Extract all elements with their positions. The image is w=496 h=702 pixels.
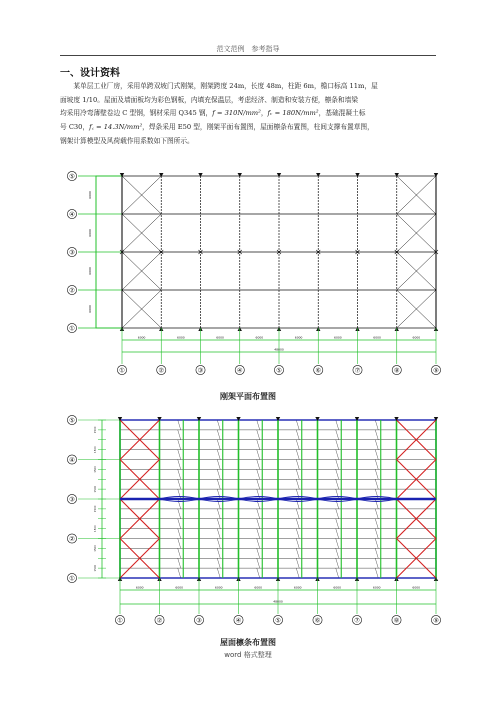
tie-bar-line [296,529,299,539]
tie-bar-line [296,499,299,509]
tie-bar-line [296,558,299,568]
para-line-3a: 均采用冷弯薄壁卷边 C 型钢，钢材采用 Q345 钢， [60,109,213,118]
col-dim-label: 6000 [372,585,381,590]
row-axis-bubble: ③ [69,248,75,257]
tie-bar-line [375,460,378,470]
col-dim-label: 6000 [412,585,421,590]
purlin-plan-caption: 屋面檩条布置图 [220,638,276,647]
tie-bar-line [296,440,299,450]
tie-bar-line [217,460,220,470]
tie-bar-line [217,509,220,519]
tie-bar-line [375,469,378,479]
col-axis-bubble: ⑨ [433,366,439,375]
tie-bar-line [375,519,378,529]
col-dim-label: 6000 [214,585,223,590]
tie-bar-line [375,548,378,558]
col-axis-bubble: ② [158,366,165,375]
col-dim-label: 6000 [373,335,381,340]
tie-bar-line [217,558,220,568]
col-axis-bubble: ④ [236,366,243,375]
tie-bar-line [336,440,339,450]
tie-bar-line [375,558,378,568]
tie-bar-line [217,568,220,578]
row-dim-label: 1500 [94,426,97,434]
tie-bar-line [296,460,299,470]
col-axis-bubble: ⑧ [393,616,400,625]
formula-f: f = 310N/mm² [212,109,261,118]
tie-bar-line [178,420,181,430]
para-sep: ， [260,109,268,118]
row-axis-bubble: ② [69,534,75,543]
tie-bar-line [217,469,220,479]
col-dim-label: 6000 [294,335,303,340]
col-axis-bubble: ⑨ [433,616,439,625]
tie-bar-line [336,430,339,440]
tie-bar-line [375,529,378,539]
tie-bar-line [336,548,339,558]
tie-bar-line [375,450,378,460]
para-line-5: 钢架计算模型及风荷载作用系数如下图所示。 [60,136,194,145]
row-axis-bubble: ⑤ [69,416,75,425]
tie-bar-line [178,509,181,519]
tie-bar-line [375,499,378,509]
col-axis-bubble: ⑤ [275,616,281,625]
tie-bar-line [217,420,220,430]
section-title: 一、设计资料 [60,68,120,79]
col-axis-bubble: ④ [235,616,242,625]
tie-bar-line [217,499,220,509]
tie-bar-line [296,479,299,489]
col-dim-label: 6000 [175,585,184,590]
col-axis-bubble: ⑧ [393,366,400,375]
row-dim-label: 1500 [94,545,97,552]
tie-bar-line [178,499,181,509]
row-axis-bubble: ④ [69,210,75,219]
tie-bar-line [375,489,378,499]
tie-bar-line [257,460,260,470]
tie-bar-line [217,529,220,539]
tie-bar-line [336,499,339,509]
row-axis-bubble: ② [69,286,75,295]
page-header: 范文范例 参考指导 [216,45,280,53]
row-dim-label: 1500 [94,505,97,513]
tie-bar-line [336,460,339,470]
para-line-2: 面坡度 1/10。屋面及墙面板均为彩色钢板，内填充保温层，考虑经济、制造和安装方便，檩条和墙梁 [60,95,359,104]
row-axis-bubble: ① [69,324,75,333]
tie-bar-line [296,469,299,479]
design-data-paragraph [60,80,436,149]
para-line-3b: ，基础混凝土标 [318,109,366,118]
tie-bar-line [178,479,181,489]
total-dim-label: 48000 [274,347,284,352]
total-dim-label: 48000 [273,599,283,604]
tie-bar-line [217,489,220,499]
row-dim-label: 6000 [88,305,92,313]
tie-bar-line [178,519,181,529]
header-rule [60,55,436,56]
para-line-4b: ，焊条采用 E50 型，刚架平面布置图，屋面檩条布置图，柱间支撑布置草图， [142,123,374,132]
tie-bar-line [257,558,260,568]
tie-bar-line [336,479,339,489]
tie-bar-line [178,440,181,450]
tie-bar-line [336,420,339,430]
tie-bar-line [296,539,299,549]
row-dim-label: 6000 [88,267,92,275]
tie-bar-line [178,529,181,539]
tie-bar-line [375,568,378,578]
tie-bar-line [217,519,220,529]
tie-bar-line [217,479,220,489]
tie-bar-line [257,539,260,549]
tie-bar-line [336,450,339,460]
row-dim-label: 6000 [88,229,92,237]
col-axis-bubble: ⑥ [315,366,322,375]
tie-bar-line [296,548,299,558]
col-axis-bubble: ① [117,616,123,625]
tie-bar-line [257,430,260,440]
row-dim-label: 6000 [88,191,92,199]
col-dim-label: 6000 [177,335,185,340]
tie-bar-line [375,430,378,440]
tie-bar-line [257,499,260,509]
tie-bar-line [257,469,260,479]
tie-bar-line [178,450,181,460]
col-axis-bubble: ⑦ [354,616,360,625]
tie-bar-line [257,548,260,558]
col-dim-label: 6000 [412,335,421,340]
tie-bar-line [178,539,181,549]
tie-bar-line [375,440,378,450]
tie-bar-line [257,489,260,499]
formula-fv: fᵥ = 180N/mm² [267,109,319,118]
col-axis-bubble: ⑥ [314,616,321,625]
frame-plan-drawing [58,164,448,382]
tie-bar-line [217,548,220,558]
col-dim-label: 6000 [216,335,224,340]
tie-bar-line [217,450,220,460]
row-axis-bubble: ④ [69,455,75,464]
tie-bar-line [257,519,260,529]
tie-bar-line [375,509,378,519]
tie-bar-line [336,489,339,499]
col-dim-label: 6000 [293,585,302,590]
tie-bar-line [178,568,181,578]
tie-bar-line [336,529,339,539]
purlin-plan-drawing [58,410,448,630]
tie-bar-line [217,539,220,549]
tie-bar-line [178,430,181,440]
tie-bar-line [296,509,299,519]
col-axis-bubble: ① [119,366,125,375]
row-dim-label: 1500 [94,564,97,572]
tie-bar-line [257,420,260,430]
tie-bar-line [178,469,181,479]
row-axis-bubble: ⑤ [69,172,75,181]
tie-bar-line [336,558,339,568]
tie-bar-line [296,568,299,578]
col-dim-label: 6000 [254,585,263,590]
row-axis-bubble: ③ [69,495,75,504]
formula-fc: f꜀ = 14.3N/mm² [89,123,143,132]
tie-bar-line [257,440,260,450]
tie-bar-line [257,529,260,539]
col-dim-label: 6000 [333,585,342,590]
tie-bar-line [375,479,378,489]
col-axis-bubble: ⑤ [276,366,282,375]
col-axis-bubble: ③ [197,366,204,375]
tie-bar-line [257,450,260,460]
tie-bar-line [178,548,181,558]
col-axis-bubble: ⑦ [354,366,361,375]
para-line-4a: 号 C30， [60,123,90,132]
tie-bar-line [217,440,220,450]
tie-bar-line [217,430,220,440]
tie-bar-line [257,568,260,578]
page-footer: word 格式整理 [224,651,272,659]
row-axis-bubble: ① [69,574,75,583]
tie-bar-line [375,539,378,549]
tie-bar-line [336,519,339,529]
tie-bar-line [257,479,260,489]
row-dim-label: 1500 [94,446,97,453]
tie-bar-line [296,519,299,529]
tie-bar-line [178,489,181,499]
tie-bar-line [336,539,339,549]
col-dim-label: 6000 [255,335,264,340]
tie-bar-line [296,450,299,460]
col-dim-label: 6000 [334,335,342,340]
tie-bar-line [375,420,378,430]
col-axis-bubble: ③ [196,616,202,625]
tie-bar-line [296,430,299,440]
row-dim-label: 1500 [94,485,97,493]
tie-bar-line [257,509,260,519]
tie-bar-line [178,460,181,470]
col-dim-label: 6000 [135,585,144,590]
row-dim-label: 1500 [94,525,97,532]
para-line-1: 某单层工业厂房，采用单跨双坡门式刚架，刚架跨度 24m，长度 48m，柱距 6m，檐口标高 11m，屋 [73,82,378,90]
col-dim-label: 6000 [137,335,146,340]
tie-bar-line [178,558,181,568]
tie-bar-line [336,568,339,578]
tie-bar-line [296,420,299,430]
tie-bar-line [336,469,339,479]
col-axis-bubble: ② [156,616,163,625]
tie-bar-line [336,509,339,519]
tie-bar-line [296,489,299,499]
row-dim-label: 1500 [94,466,97,473]
frame-plan-caption: 刚架平面布置图 [220,392,276,401]
